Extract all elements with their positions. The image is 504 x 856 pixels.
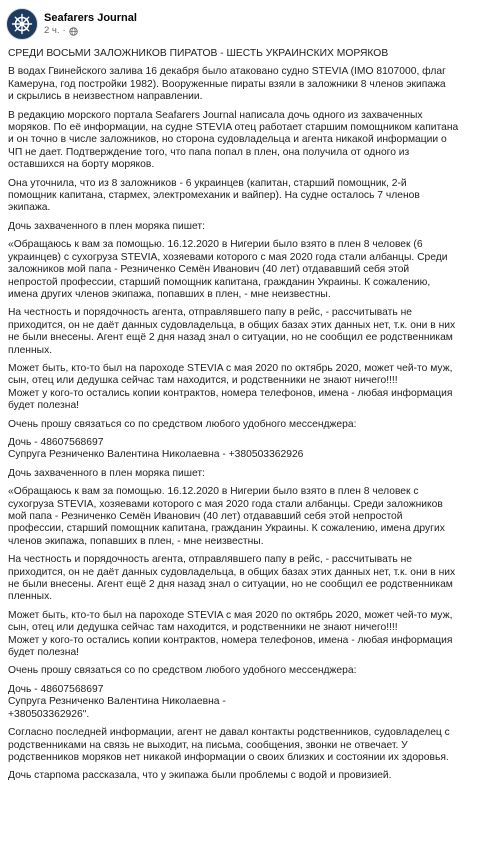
post-paragraph (8, 665, 494, 677)
post-paragraph (8, 610, 494, 660)
text-line: не были внесены. Агент ещё 2 дня назад знал о ситуации, но не сообщил ее родственникам (8, 579, 453, 591)
text-line: пленных. (8, 344, 53, 356)
text-line: не были внесены. Агент ещё 2 дня назад знал о ситуации, но не сообщил ее родственникам (8, 332, 453, 344)
text-line: На честность и порядочность агента, отправлявшего папу в рейс, - рассчитывать не (8, 554, 412, 566)
post-paragraph (8, 684, 494, 721)
text-line: В водах Гвинейского залива 16 декабря было атаковано судно STEVIA (IMO 8107000, флаг (8, 66, 446, 78)
text-line: приходится, он не даёт данных судовладельца, в общих базах этих данных нет, т.к. они в них (8, 319, 456, 331)
text-line: Супруга Резниченко Валентина Николаевна - +380503362926 (8, 449, 304, 461)
post-text (6, 48, 494, 783)
globe-icon (69, 27, 78, 36)
post-meta (44, 11, 137, 37)
post-paragraph (8, 178, 494, 215)
post-paragraph (8, 239, 494, 301)
post-header (6, 6, 494, 42)
text-line: СРЕДИ ВОСЬМИ ЗАЛОЖНИКОВ ПИРАТОВ - ШЕСТЬ УКРАИНСКИХ МОРЯКОВ (8, 48, 389, 59)
post-paragraph (8, 419, 494, 431)
text-line: Может быть, кто-то был на пароходе STEVIA с мая 2020 по октябрь 2020, может чей-то муж, (8, 362, 453, 374)
text-line: сухогруза STEVIA, хозяевами которого с мая 2020 года стали албанцы. Среди заложников (8, 498, 443, 510)
text-line: помощник капитана, стармех, электромеханик и вайпер). На судне осталось 7 членов (8, 190, 420, 202)
text-line: украинцев) с сухогруза STEVIA, хозяевами которого с мая 2020 года стали албанцы. Среди (8, 251, 448, 263)
page-avatar[interactable] (6, 8, 38, 40)
post-paragraph (8, 468, 494, 480)
text-line: Согласно последней информации, агент не давал контакты родственников, судовладелец с (8, 727, 450, 739)
text-line: Может быть, кто-то был на пароходе STEVIA с мая 2020 по октябрь 2020, может чей-то муж, (8, 609, 453, 621)
text-line: профессии, старший помощник капитана, гражданин Украины. К сожалению, имена других (8, 523, 445, 535)
post-paragraph (8, 770, 494, 782)
text-line: пленных. (8, 591, 53, 603)
text-line: «Обращаюсь к вам за помощью. 16.12.2020 в Нигерии было взято в плен 8 человек с (8, 486, 419, 498)
text-line: оставшихся на борту моряков. (8, 159, 155, 171)
text-line: Она уточнила, что из 8 заложников - 6 украинцев (капитан, старший помощник, 2-й (8, 177, 407, 189)
text-line: Дочь старпома рассказала, что у экипажа были проблемы с водой и провизией. (8, 770, 392, 782)
text-line: ЧП не дает. Подтверждение того, что папа попал в плен, она получила от одного из (8, 146, 410, 158)
text-line: и скрылись в неизвестном направлении. (8, 91, 203, 103)
text-line: членов экипажа, попавших в плен, - мне неизвестны. (8, 535, 264, 547)
text-line: Дочь - 48607568697 (8, 683, 104, 695)
text-line: родственниками на связь не выходит, на письма, сообщения, звонки не отвечает. У (8, 739, 408, 751)
post-paragraph (8, 363, 494, 413)
text-line: Дочь захваченного в плен моряка пишет: (8, 467, 205, 479)
text-line: родственников моряков нет никакой информации о своих близких и состоянии их здоровья. (8, 751, 449, 763)
text-line: мой папа - Резниченко Семён Иванович (40 лет) отдававший себя этой непростой (8, 511, 403, 522)
separator-dot: · (62, 25, 66, 36)
text-line: «Обращаюсь к вам за помощью. 16.12.2020 в Нигерии было взято в плен 8 человек (6 (8, 239, 423, 251)
text-line: имена других членов экипажа, попавших в плен, - мне неизвестны. (8, 288, 331, 300)
text-line: Очень прошу связаться со по средством любого удобного мессенджера: (8, 418, 357, 430)
text-line: Камеруна, год постройки 1982). Вооруженные пираты взяли в заложники 8 членов экипажа (8, 78, 446, 90)
text-line: Может у кого-то остались копии контрактов, номера телефонов, имена - любая информация (8, 634, 453, 646)
post-paragraph (8, 437, 494, 462)
page-name-link[interactable]: Seafarers Journal (44, 12, 137, 24)
post-subline (44, 25, 137, 37)
post-timestamp[interactable]: 2 ч. (44, 25, 60, 36)
post-paragraph (8, 66, 494, 103)
post-paragraph (8, 554, 494, 604)
text-line: будет полезна! (8, 400, 80, 412)
post-paragraph (8, 110, 494, 172)
text-line: приходится, он не даёт данных судовладельца, в общих базах этих данных нет, т.к. они в них (8, 566, 456, 578)
text-line: сын, отец или дедушка сейчас там находится, и родственники не знают ничего!!!! (8, 622, 398, 634)
text-line: моряков. По её информации, на судне STEVIA отец работает старшим помощником капитана (8, 122, 459, 134)
text-line: непростой профессии, старший помощник капитана, гражданин Украины. К сожалению, (8, 276, 431, 288)
text-line: Дочь - 48607568697 (8, 436, 104, 448)
post-paragraph (8, 486, 494, 548)
text-line: и он точно в числе заложников, но сторона судовладельца и агента никакой информации о (8, 134, 447, 146)
text-line: На честность и порядочность агента, отправлявшего папу в рейс, - рассчитывать не (8, 307, 412, 319)
text-line: В редакцию морского портала Seafarers Journal написала дочь одного из захваченных (8, 109, 423, 121)
text-line: будет полезна! (8, 647, 80, 659)
text-line: сын, отец или дедушка сейчас там находится, и родственники не знают ничего!!!! (8, 375, 398, 387)
post-paragraph (8, 221, 494, 233)
text-line: Дочь захваченного в плен моряка пишет: (8, 220, 205, 232)
text-line: заложников мой папа - Резниченко Семён Иванович (40 лет) отдававший себя этой (8, 264, 410, 276)
ship-wheel-logo-icon (10, 12, 34, 36)
text-line: Супруга Резниченко Валентина Николаевна - (8, 696, 226, 708)
text-line: Может у кого-то остались копии контрактов, номера телефонов, имена - любая информация (8, 387, 453, 399)
text-line: экипажа. (8, 202, 51, 214)
post-headline (8, 48, 494, 60)
post-paragraph (8, 307, 494, 357)
text-line: +380503362926". (8, 708, 90, 720)
post-paragraph (8, 727, 494, 764)
text-line: Очень прошу связаться со по средством любого удобного мессенджера: (8, 665, 357, 677)
